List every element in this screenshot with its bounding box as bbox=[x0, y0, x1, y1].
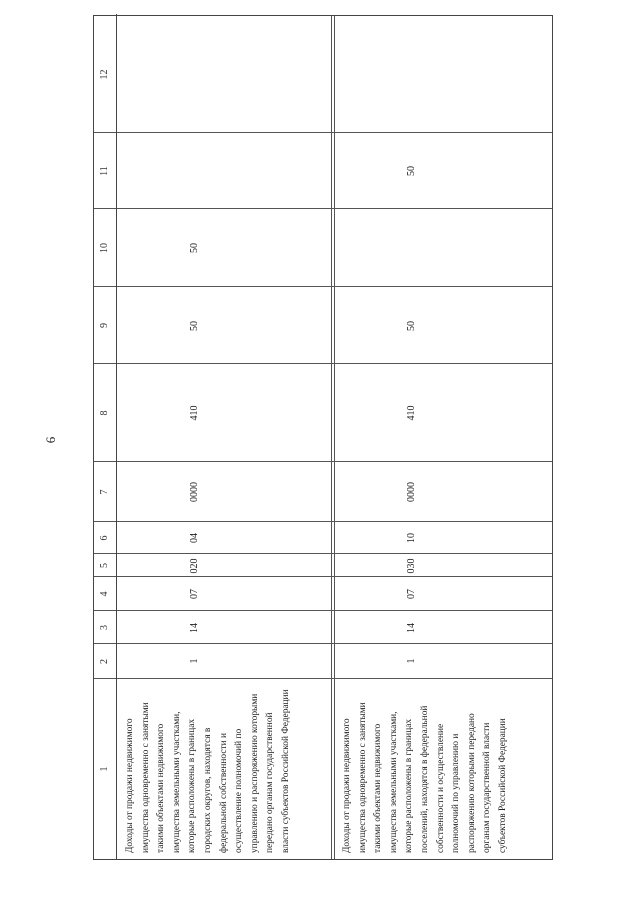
cell-value: 020 bbox=[189, 558, 200, 574]
cell-value: 1 bbox=[406, 658, 417, 664]
table-row bbox=[117, 16, 331, 859]
cell-value: 50 bbox=[406, 166, 417, 176]
column-number: 9 bbox=[99, 323, 110, 328]
column-number: 12 bbox=[99, 69, 110, 80]
column-number: 2 bbox=[99, 659, 110, 664]
column-number: 3 bbox=[99, 625, 110, 630]
cell-value: 07 bbox=[406, 589, 417, 599]
cell-value: 10 bbox=[406, 533, 417, 543]
cell-value: 030 bbox=[406, 558, 417, 574]
cell-value: 14 bbox=[406, 623, 417, 633]
column-number: 11 bbox=[99, 166, 110, 176]
cell-value: 1 bbox=[189, 658, 200, 664]
table-row bbox=[334, 16, 552, 859]
cell-value: 50 bbox=[406, 321, 417, 331]
cell-value: 0000 bbox=[189, 482, 200, 502]
cell-value: 410 bbox=[189, 405, 200, 421]
cell-value: 0000 bbox=[406, 482, 417, 502]
row-description: Доходы от продажи недвижимого имущества одновременно с занятыми такими объектами недвижимого имущества земельными участками, которые расположены в границах поселений, находятся в федеральной собственности и осуществление полномочий по управлению и распоряжению которыми передано органам государственной власти субъектов Российской Федерации bbox=[342, 702, 508, 853]
column-number: 7 bbox=[99, 489, 110, 495]
column-number: 5 bbox=[99, 563, 110, 568]
cell-value: 07 bbox=[189, 589, 200, 599]
column-number: 10 bbox=[99, 243, 110, 253]
column-number: 6 bbox=[99, 535, 110, 541]
revenue-table bbox=[93, 15, 553, 860]
column-number: 4 bbox=[99, 591, 110, 597]
cell-value: 04 bbox=[189, 533, 200, 543]
column-number: 1 bbox=[99, 766, 110, 772]
cell-value: 50 bbox=[189, 243, 200, 253]
column-number-header bbox=[94, 14, 117, 859]
cell-value: 50 bbox=[189, 321, 200, 331]
row-divider bbox=[331, 16, 332, 859]
cell-value: 14 bbox=[189, 623, 200, 633]
column-number: 8 bbox=[99, 410, 110, 416]
page-number: 6 bbox=[43, 436, 58, 444]
cell-value: 410 bbox=[406, 405, 417, 421]
row-description: Доходы от продажи недвижимого имущества одновременно с занятыми такими объектами недвижимого имущества земельными участками, которые расположены в границах городских округов, находятся в федеральной собственности и осуществление полномочий по управлению и распоряжению которыми передано органам государственной власти субъектов Российской Федерации bbox=[125, 689, 291, 853]
